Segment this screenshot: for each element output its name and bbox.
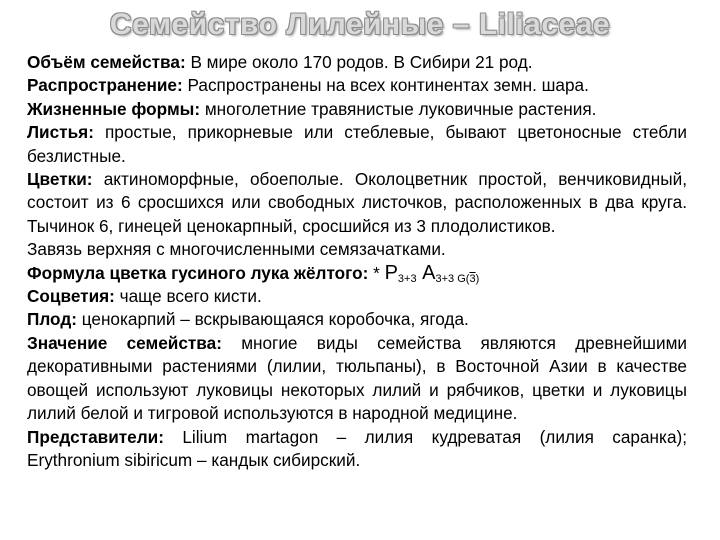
spread-text: Распространены на всех континентах земн. шара. <box>182 75 589 96</box>
life-forms-paragraph <box>27 98 687 121</box>
leaves-label: Листья: <box>27 122 94 143</box>
representatives-label: Представители: <box>27 426 164 447</box>
significance-label: Значение семейства: <box>27 332 222 353</box>
fruit-label: Плод: <box>27 309 77 330</box>
flowers-label: Цветки: <box>27 169 93 190</box>
flowers-text: актиноморфные, обоеполые. Околоцветник простой, венчиковидный, состоит из 6 сросшихся или свободных листочков, расположенных в два круга. Тычинок 6, гинецей ценокарпный, сросшийся из 3 плодолистиков. <box>27 169 687 236</box>
significance-text: многие виды семейства являются древнейшими декоративными растениями (лилии, тюльпаны), в Восточной Азии в качестве овощей используют луковицы некоторых лилий и рябчиков, цветки и луковицы лилий белой и тигровой используются в народной медицине. <box>27 332 687 424</box>
representatives-paragraph <box>27 426 687 473</box>
slide-title: Семейство Лилейные – Liliaceae <box>109 8 611 41</box>
formula-paragraph <box>27 262 687 285</box>
formula-gynoecium-close: ) <box>475 272 480 285</box>
formula-gynoecium-open: ( <box>465 272 470 285</box>
ovary-text: Завязь верхняя с многочисленными семязачатками. <box>27 239 446 260</box>
formula-gynoecium-count: 3 <box>469 272 476 285</box>
fruit-paragraph <box>27 308 687 331</box>
leaves-text: простые, прикорневые или стеблевые, бывают цветоносные стебли безлистные. <box>27 122 687 166</box>
spread-label: Распространение: <box>27 75 183 96</box>
formula-androecium-count: 3+3 <box>435 272 458 285</box>
fruit-text: ценокарпий – вскрывающаяся коробочка, ягода. <box>76 309 469 330</box>
inflorescence-text: чаще всего кисти. <box>114 286 262 307</box>
formula-gynoecium-symbol: G <box>457 272 466 285</box>
life-forms-label: Жизненные формы: <box>27 98 201 119</box>
life-forms-text: многолетние травянистые луковичные растения. <box>200 98 597 119</box>
significance-paragraph <box>27 332 687 426</box>
formula-label: Формула цветка гусиного лука жёлтого: <box>27 262 369 283</box>
formula-androecium: А <box>416 261 436 284</box>
formula-gynoecium <box>457 273 479 285</box>
leaves-paragraph <box>27 121 687 168</box>
inflorescence-paragraph <box>27 285 687 308</box>
flowers-paragraph <box>27 168 687 238</box>
volume-label: Объём семейства: <box>27 52 186 72</box>
formula-perianth-count: 3+3 <box>397 272 417 285</box>
representatives-text: Lilium martagon – лилия кудреватая (лилия саранка); Erythronium sibiricum – кандык сибирский. <box>27 426 687 470</box>
formula-perianth: Р <box>384 261 398 284</box>
spread-paragraph <box>27 74 687 97</box>
inflorescence-label: Соцветия: <box>27 286 115 307</box>
volume-text: В мире около 170 родов. В Сибири 21 род. <box>185 52 533 72</box>
slide-body <box>27 51 687 472</box>
formula-star: * <box>368 262 385 283</box>
volume-paragraph <box>27 51 687 74</box>
ovary-paragraph <box>27 238 687 261</box>
